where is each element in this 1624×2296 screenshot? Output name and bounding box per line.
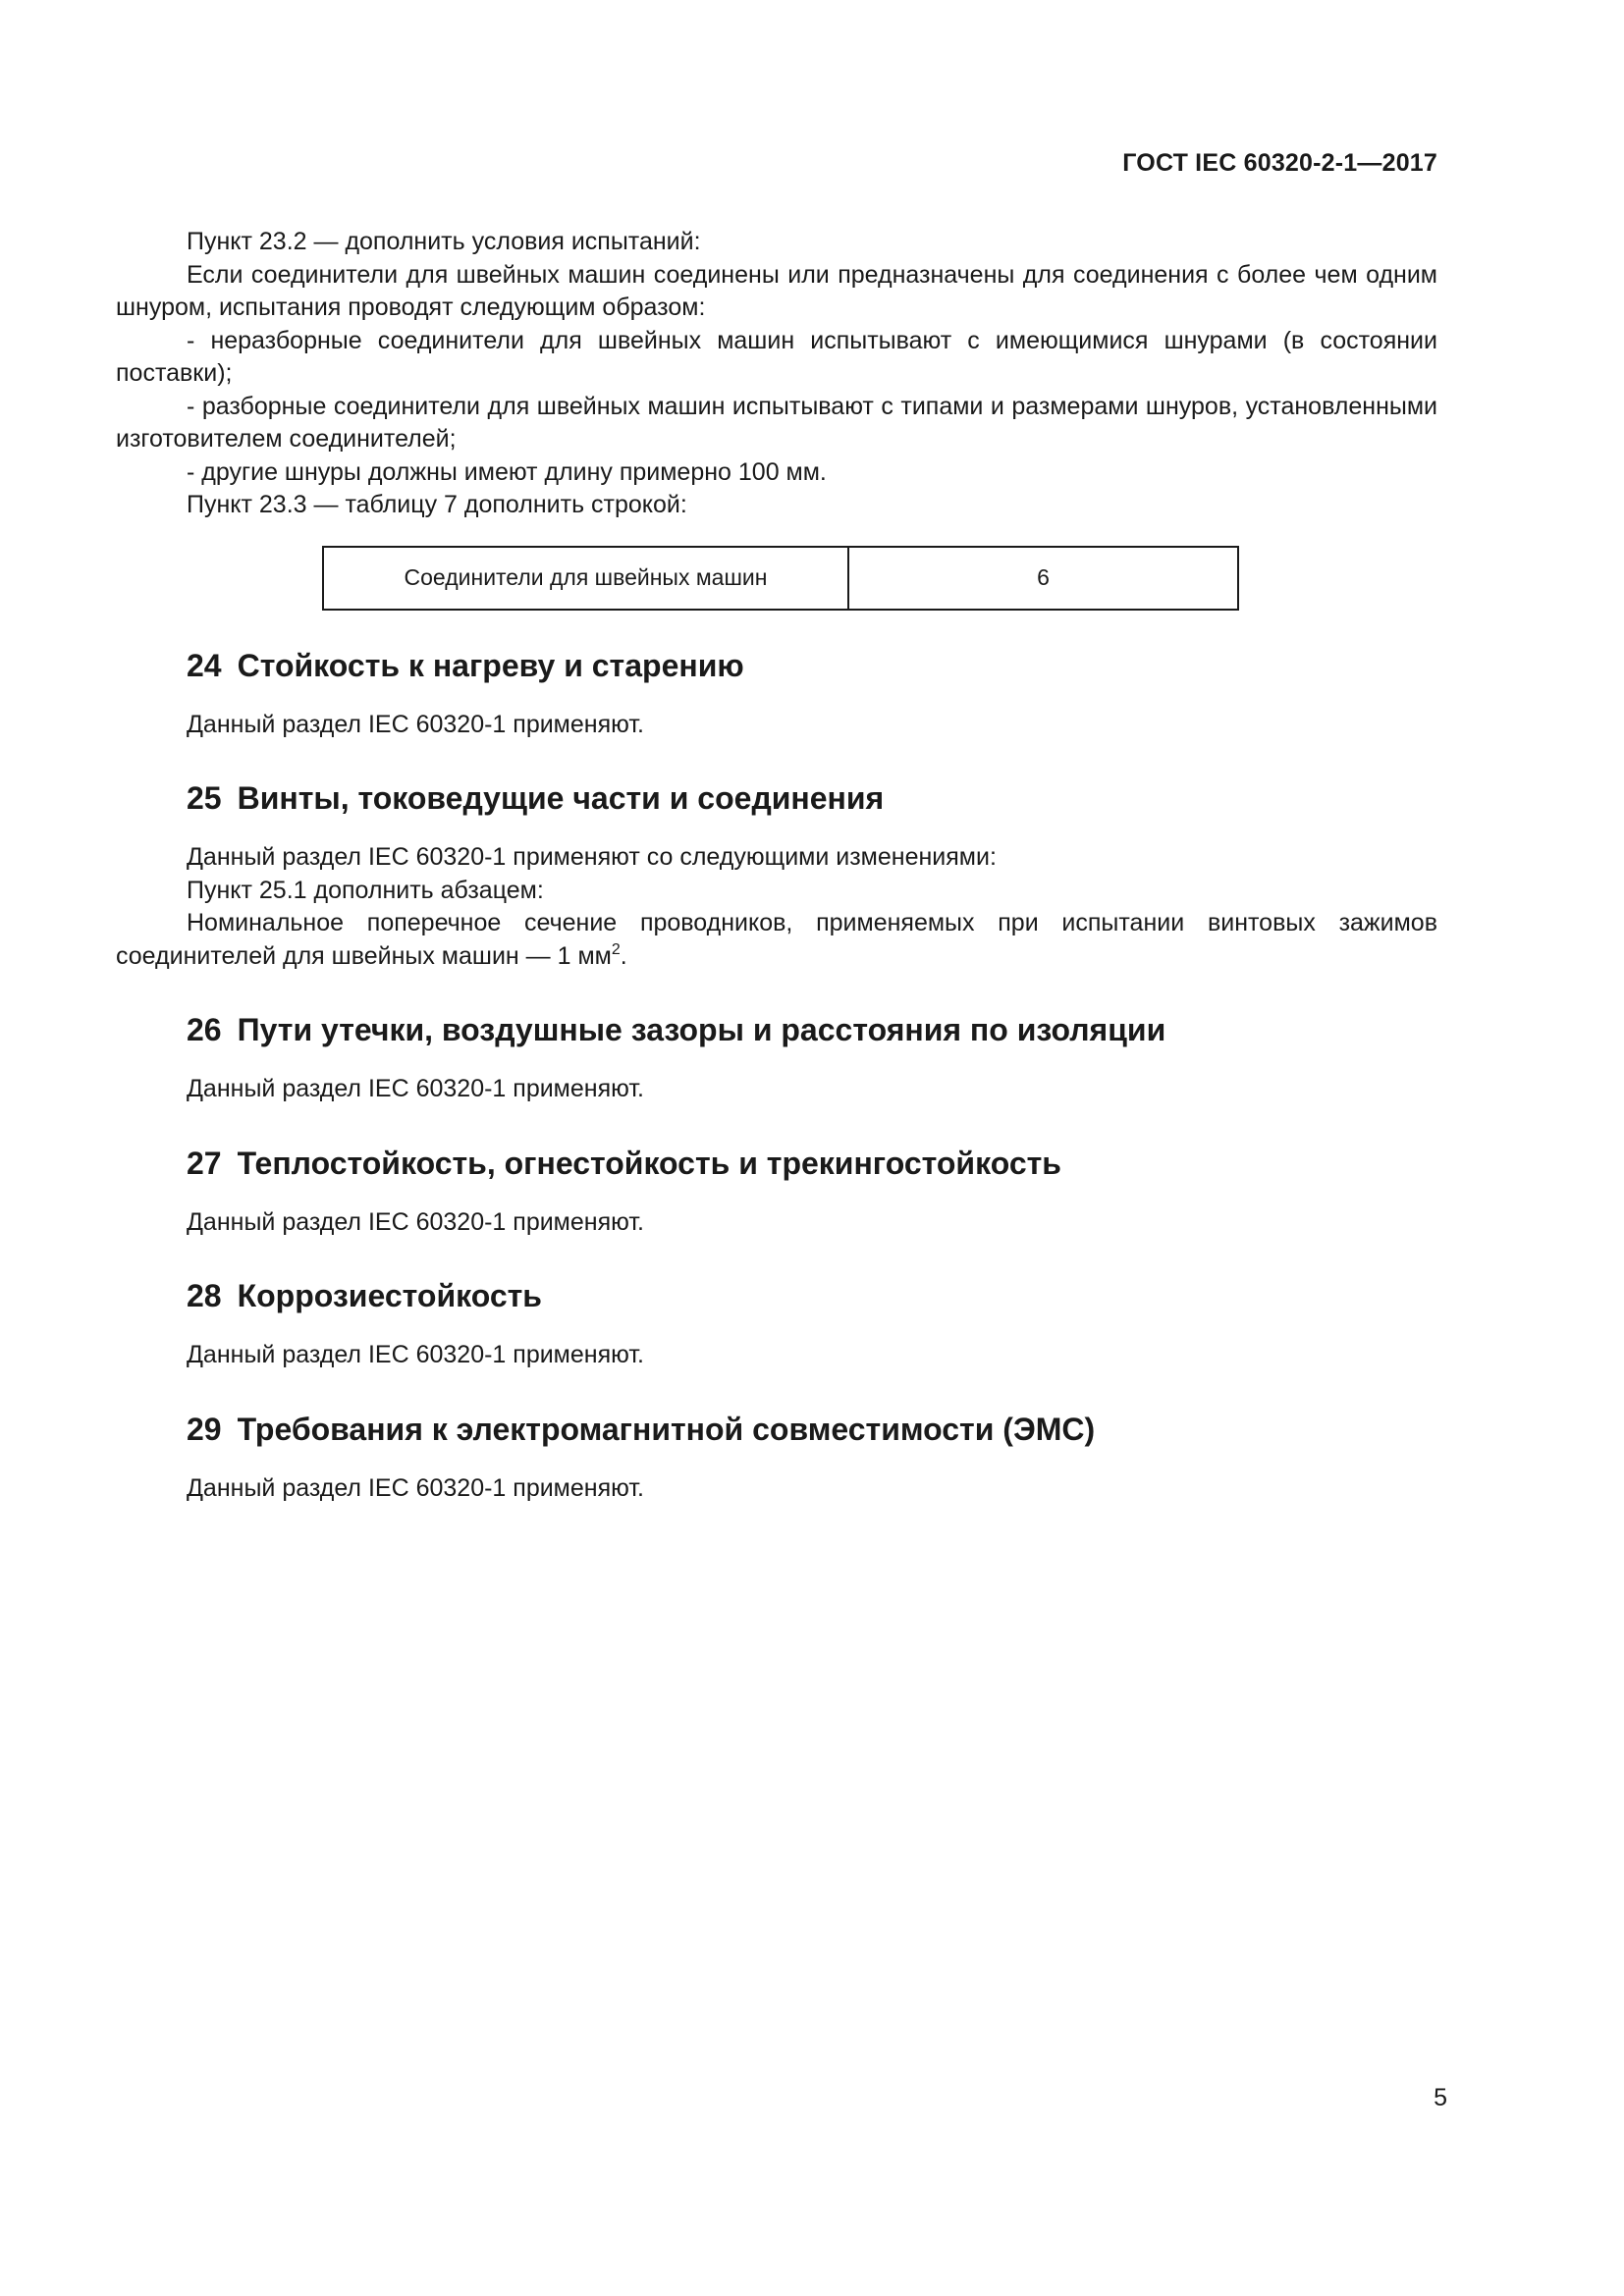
paragraph-text: Номинальное поперечное сечение проводников, применяемых при испытании винтовых зажимов соединителей для швейных машин — 1 мм: [116, 909, 1437, 970]
section-body: Данный раздел IEC 60320-1 применяют.: [187, 710, 644, 738]
section-heading: [187, 1276, 1437, 1315]
section-heading: [187, 1410, 1437, 1449]
clause-23-2-paragraph: Если соединители для швейных машин соединены или предназначены для соединения с более чем одним шнуром, испытания проводят следующим образом:: [116, 260, 1437, 321]
clause-23-3-intro: Пункт 23.3 — таблицу 7 дополнить строкой:: [187, 491, 687, 518]
table: [322, 546, 1239, 611]
section-number: 27: [187, 1145, 222, 1181]
section-title: Пути утечки, воздушные зазоры и расстояния по изоляции: [237, 1012, 1166, 1047]
section-body: Данный раздел IEC 60320-1 применяют.: [187, 1207, 644, 1236]
list-item: - другие шнуры должны имеют длину примерно 100 мм.: [187, 457, 827, 486]
section-heading: [187, 1010, 1437, 1049]
table-7-addition: [322, 546, 1437, 611]
clause-25-1-paragraph: [116, 907, 1437, 973]
section-number: 25: [187, 780, 222, 816]
table-cell-name: Соединители для швейных машин: [323, 547, 848, 610]
section-heading: [187, 1144, 1437, 1183]
page-number: 5: [1434, 2084, 1447, 2111]
table-cell-value: 6: [848, 547, 1238, 610]
section-number: 29: [187, 1411, 222, 1447]
document-code-header: ГОСТ IEC 60320-2-1—2017: [1122, 149, 1437, 177]
section-29: [116, 1410, 1437, 1506]
section-25: [116, 778, 1437, 973]
section-title: Коррозиестойкость: [237, 1278, 542, 1313]
section-body: Данный раздел IEC 60320-1 применяют.: [187, 1473, 644, 1502]
superscript: 2: [611, 940, 621, 958]
table-row: [323, 547, 1238, 610]
section-title: Винты, токоведущие части и соединения: [237, 780, 885, 816]
section-heading: [187, 778, 1437, 818]
clause-23-2-intro: Пункт 23.2 — дополнить условия испытаний:: [187, 228, 701, 255]
section-title: Требования к электромагнитной совместимости (ЭМС): [237, 1411, 1096, 1447]
section-28: [116, 1276, 1437, 1372]
section-number: 24: [187, 647, 222, 683]
section-body: Данный раздел IEC 60320-1 применяют.: [187, 1075, 644, 1102]
section-body: Данный раздел IEC 60320-1 применяют.: [187, 1341, 644, 1368]
page-content: [116, 226, 1437, 1505]
clause-25-1-intro: Пункт 25.1 дополнить абзацем:: [187, 876, 544, 904]
section-number: 28: [187, 1278, 222, 1313]
section-number: 26: [187, 1012, 222, 1047]
list-item: - разборные соединители для швейных машин испытывают с типами и размерами шнуров, установленными изготовителем соединителей;: [116, 392, 1437, 453]
paragraph-end: .: [620, 941, 627, 970]
section-title: Теплостойкость, огнестойкость и трекингостойкость: [237, 1145, 1061, 1181]
section-title: Стойкость к нагреву и старению: [237, 647, 744, 683]
section-26: [116, 1010, 1437, 1106]
section-24: [116, 646, 1437, 742]
list-item: - неразборные соединители для швейных машин испытывают с имеющимися шнурами (в состоянии поставки);: [116, 326, 1437, 387]
section-27: [116, 1144, 1437, 1240]
section-heading: [187, 646, 1437, 685]
section-body: Данный раздел IEC 60320-1 применяют со следующими изменениями:: [187, 843, 997, 871]
